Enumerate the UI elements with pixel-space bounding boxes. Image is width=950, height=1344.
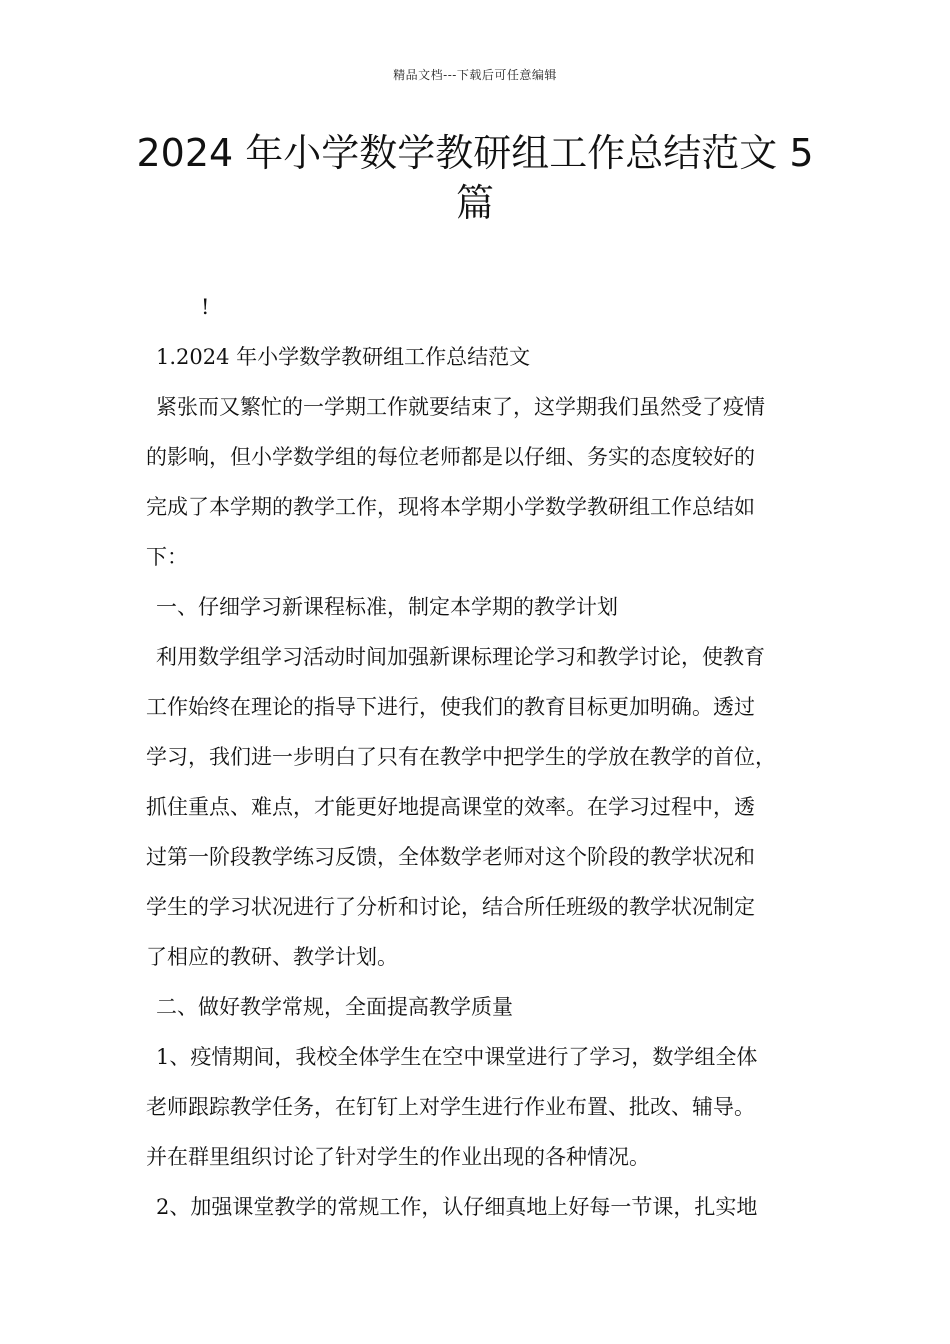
document-title <box>120 128 830 228</box>
section-heading: 1.2024 年小学数学教研组工作总结范文 <box>156 345 531 369</box>
title-line-2: 篇 <box>455 181 494 225</box>
body-line: 并在群里组织讨论了针对学生的作业出现的各种情况。 <box>146 1145 650 1169</box>
body-line: 过第一阶段教学练习反馈，全体数学老师对这个阶段的教学状况和 <box>146 845 755 869</box>
body-line: 下： <box>146 545 188 569</box>
body-line: 学生的学习状况进行了分析和讨论，结合所任班级的教学状况制定 <box>146 895 755 919</box>
body-line: 工作始终在理论的指导下进行，使我们的教育目标更加明确。透过 <box>146 695 755 719</box>
section-heading: 一、仔细学习新课程标准，制定本学期的教学计划 <box>156 595 618 619</box>
body-line: 学习，我们进一步明白了只有在教学中把学生的学放在教学的首位， <box>146 745 776 769</box>
body-line: 1、疫情期间，我校全体学生在空中课堂进行了学习，数学组全体 <box>156 1045 758 1069</box>
body-line: 完成了本学期的教学工作，现将本学期小学数学教研组工作总结如 <box>146 495 755 519</box>
document-body <box>146 282 816 1232</box>
body-line: 抓住重点、难点，才能更好地提高课堂的效率。在学习过程中，透 <box>146 795 755 819</box>
body-line: 了相应的教研、教学计划。 <box>146 945 398 969</box>
body-line: 的影响，但小学数学组的每位老师都是以仔细、务实的态度较好的 <box>146 445 755 469</box>
title-line-1: 2024 年小学数学教研组工作总结范文 5 <box>136 131 814 175</box>
body-line: ! <box>201 295 210 319</box>
body-line: 紧张而又繁忙的一学期工作就要结束了，这学期我们虽然受了疫情 <box>156 395 765 419</box>
body-line: 利用数学组学习活动时间加强新课标理论学习和教学讨论，使教育 <box>156 645 765 669</box>
body-line: 老师跟踪教学任务，在钉钉上对学生进行作业布置、批改、辅导。 <box>146 1095 755 1119</box>
header-note: 精品文档---下载后可任意编辑 <box>393 68 557 82</box>
body-line: 2、加强课堂教学的常规工作，认仔细真地上好每一节课，扎实地 <box>156 1195 758 1219</box>
section-heading: 二、做好教学常规，全面提高教学质量 <box>156 995 513 1019</box>
